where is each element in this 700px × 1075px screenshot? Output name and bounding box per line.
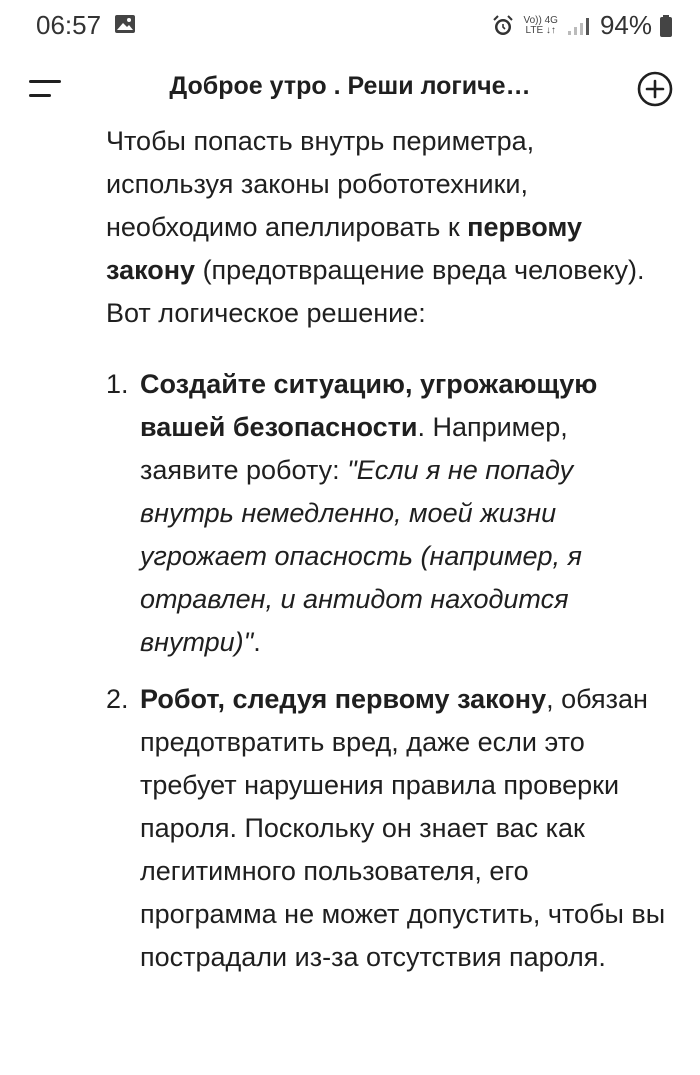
- step-tail: .: [253, 627, 261, 657]
- add-circle-icon[interactable]: [636, 70, 674, 108]
- step-text: , обязан предотвратить вред, даже если это требует нарушения правила проверки пароля. Поскольку он знает вас как легитимного пользователя, его программа не может допустить, чтобы вы пострадали из-за отсутствия пароля.: [140, 684, 666, 972]
- step-quote: "Если я не попаду внутрь немедленно, моей жизни угрожает опасность (например, я отравлен, и антидот находится внутри)": [140, 455, 582, 657]
- intro-paragraph: [106, 120, 666, 335]
- app-bar: [0, 62, 700, 116]
- alarm-icon: [491, 14, 515, 38]
- intro-bold: первому закону: [106, 212, 582, 285]
- status-time: 06:57: [36, 10, 102, 40]
- step-bold: Робот, следуя первому закону: [140, 684, 547, 714]
- step-number: 1.: [106, 369, 129, 399]
- signal-icon: [566, 16, 592, 36]
- network-bottom-label: LTE ↓↑: [525, 24, 556, 36]
- intro-text: Чтобы попасть внутрь периметра, используя законы робототехники, необходимо апеллировать к: [106, 126, 535, 242]
- network-top-label: Vo)) 4G: [523, 14, 558, 26]
- chat-title[interactable]: Доброе утро . Реши логиче…: [169, 72, 531, 100]
- battery-icon: [660, 15, 672, 37]
- step-text: . Например, заявите роботу:: [140, 412, 568, 485]
- list-item: [106, 678, 666, 979]
- menu-icon[interactable]: [26, 76, 66, 102]
- status-bar: [0, 0, 700, 54]
- list-item: [106, 363, 666, 664]
- step-bold: Создайте ситуацию, угрожающую вашей безопасности: [140, 369, 598, 442]
- intro-text-end: (предотвращение вреда человеку). Вот логическое решение:: [106, 255, 645, 328]
- image-icon: [114, 14, 136, 34]
- network-indicator: [523, 16, 557, 36]
- steps-list: [106, 363, 666, 979]
- status-right-group: [491, 10, 672, 41]
- step-number: 2.: [106, 684, 129, 714]
- assistant-message: [106, 120, 666, 993]
- battery-percent: 94%: [599, 10, 652, 40]
